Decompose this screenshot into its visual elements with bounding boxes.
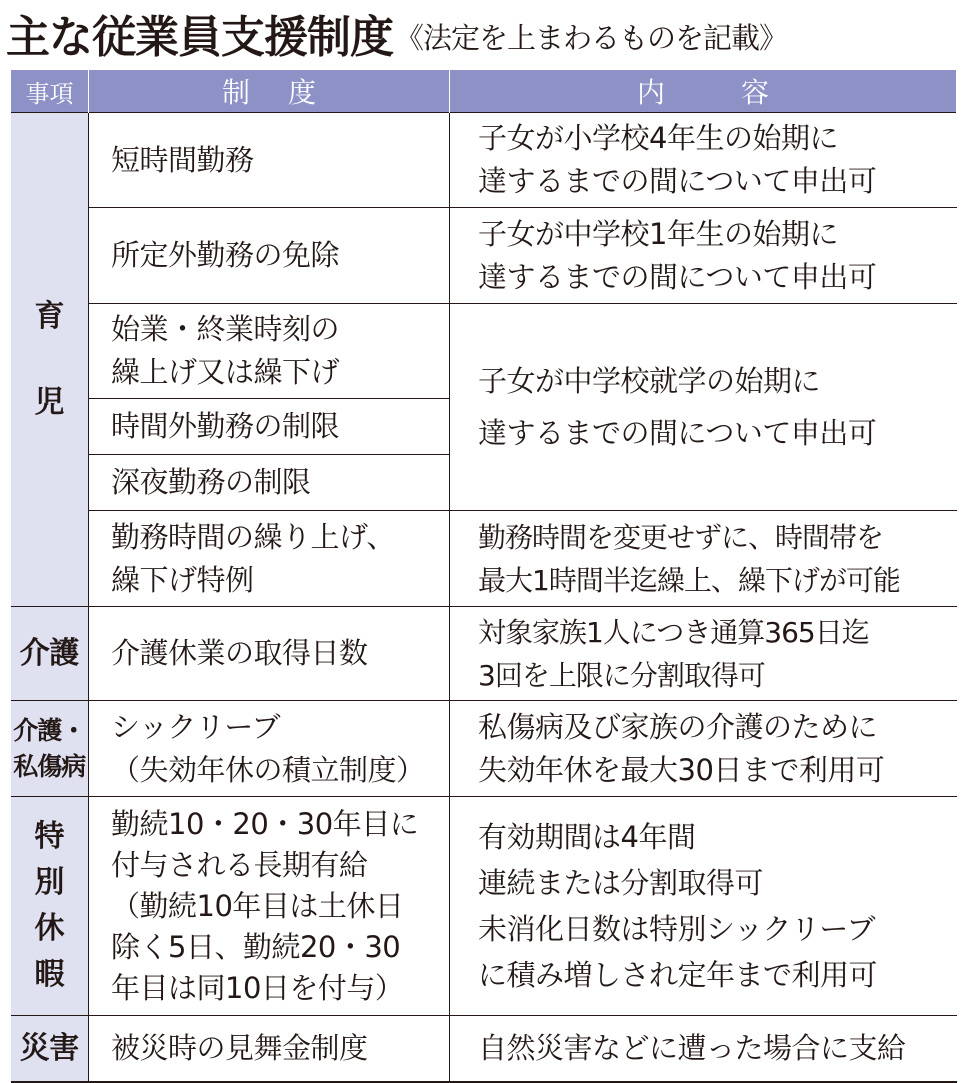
content-cell (450, 797, 957, 1016)
system-cell (89, 304, 450, 399)
content-text: 勤務時間を変更せずに、時間帯を (478, 520, 884, 554)
category-char: 特 (34, 819, 64, 854)
system-text: （失効年休の積立制度） (111, 752, 425, 787)
system-text: （勤続10年目は土休日 (111, 888, 404, 923)
support-system-table (10, 70, 957, 1083)
title-main: 主な従業員支援制度 (6, 12, 393, 63)
category-char: 育 (34, 298, 64, 334)
system-text: 勤続10・20・30年目に (111, 806, 419, 841)
table-row (11, 1016, 957, 1082)
category-label: 介護・ (13, 715, 86, 745)
content-cell (450, 1016, 957, 1082)
content-text: 3回を上限に分割取得可 (478, 658, 765, 692)
system-cell (89, 701, 450, 797)
system-text: 始業・終業時刻の (111, 312, 340, 346)
table-row (11, 113, 957, 208)
table-row (11, 701, 957, 797)
system-text: 介護休業の取得日数 (111, 636, 368, 670)
system-text: 深夜勤務の制限 (111, 465, 311, 499)
system-cell (89, 797, 450, 1016)
system-text: シックリーブ (111, 709, 280, 744)
table-row (11, 797, 957, 1016)
content-text: 達するまでの間について申出可 (478, 259, 877, 294)
content-text: 子女が中学校1年生の始期に (478, 216, 838, 251)
category-char: 別 (34, 865, 64, 900)
system-text: 除く5日、勤続20・30 (111, 929, 401, 964)
content-text: 達するまでの間について申出可 (478, 164, 877, 198)
category-nursing (11, 607, 89, 701)
header-system: 制度 (89, 70, 450, 113)
system-cell (89, 208, 450, 304)
system-cell (89, 511, 450, 607)
content-text: に積み増しされ定年まで利用可 (478, 958, 878, 992)
content-text: 子女が中学校就学の始期に (478, 364, 821, 398)
content-text: 対象家族1人につき通算365日迄 (478, 615, 869, 649)
content-text: 最大1時間半迄繰上、繰下げが可能 (478, 563, 900, 597)
category-special-leave (11, 797, 89, 1016)
table-header-row (11, 70, 957, 113)
content-text: 未消化日数は特別シックリーブ (478, 912, 875, 946)
content-cell-shared (450, 304, 957, 511)
title-note: 《法定を上まわるものを記載》 (395, 21, 788, 55)
system-text: 勤務時間の繰り上げ、 (111, 519, 395, 554)
content-cell (450, 607, 957, 701)
system-cell (89, 607, 450, 701)
category-char: 暇 (34, 957, 64, 992)
system-text: 年目は同10日を付与） (111, 970, 404, 1005)
content-text: 達するまでの間について申出可 (478, 416, 877, 450)
category-nursing-sick (11, 701, 89, 797)
table-row (11, 208, 957, 304)
category-label: 私傷病 (13, 751, 86, 781)
content-cell (450, 113, 957, 208)
system-cell (89, 455, 450, 511)
content-text: 子女が小学校4年生の始期に (478, 121, 838, 155)
content-text: 自然災害などに遭った場合に支給 (478, 1030, 906, 1065)
content-cell (450, 701, 957, 797)
content-cell (450, 511, 957, 607)
content-text: 連続または分割取得可 (478, 866, 764, 900)
content-text: 失効年休を最大30日まで利用可 (478, 752, 885, 787)
content-cell (450, 208, 957, 304)
table-row (11, 304, 957, 399)
system-text: 繰下げ特例 (111, 562, 254, 597)
system-cell (89, 399, 450, 455)
system-cell (89, 113, 450, 208)
category-label: 介護 (19, 636, 79, 671)
content-text: 私傷病及び家族の介護のために (478, 709, 878, 744)
system-text: 時間外勤務の制限 (111, 409, 340, 443)
table-row (11, 511, 957, 607)
category-childcare (11, 113, 89, 607)
category-char: 休 (34, 911, 64, 946)
page-title (6, 8, 964, 68)
system-cell (89, 1016, 450, 1082)
category-char: 児 (34, 384, 64, 420)
category-label: 災害 (19, 1030, 79, 1066)
table-row (11, 607, 957, 701)
content-text: 有効期間は4年間 (478, 820, 696, 854)
category-disaster (11, 1016, 89, 1082)
header-content: 内容 (450, 70, 957, 113)
header-item: 事項 (11, 70, 89, 113)
system-text: 短時間勤務 (111, 142, 254, 177)
system-text: 所定外勤務の免除 (111, 238, 340, 272)
system-text: 付与される長期有給 (111, 847, 368, 882)
system-text: 被災時の見舞金制度 (111, 1030, 368, 1065)
system-text: 繰上げ又は繰下げ (111, 355, 340, 389)
